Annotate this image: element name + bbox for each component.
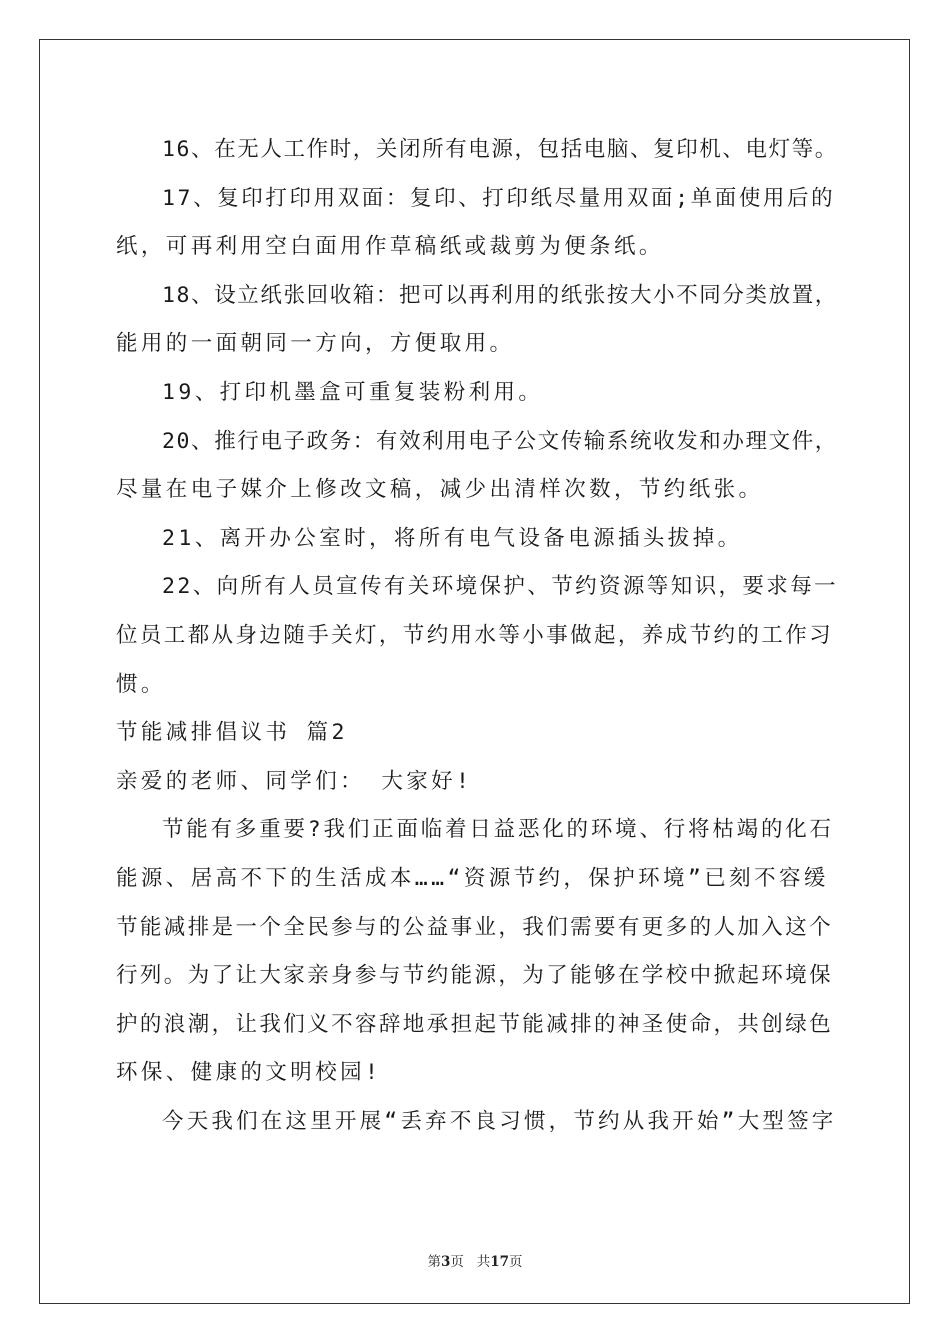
paragraph-line: 环保、健康的文明校园! bbox=[116, 1060, 382, 1086]
paragraph-line: 行列。为了让大家亲身参与节约能源，为了能够在学校中掀起环境保 bbox=[116, 963, 834, 989]
paragraph-line: 22、向所有人员宣传有关环境保护、节约资源等知识，要求每一 bbox=[162, 574, 838, 600]
paragraph-line: 能源、居高不下的生活成本……“资源节约，保护环境”已刻不容缓 bbox=[116, 865, 829, 891]
paragraph-line: 护的浪潮，让我们义不容辞地承担起节能减排的神圣使命，共创绿色 bbox=[116, 1011, 834, 1037]
paragraph-line: 能用的一面朝同一方向，方便取用。 bbox=[116, 331, 515, 357]
paragraph-line: 今天我们在这里开展“丢弃不良习惯，节约从我开始”大型签字 bbox=[162, 1108, 837, 1134]
paragraph-line: 节能减排是一个全民参与的公益事业，我们需要有更多的人加入这个 bbox=[116, 914, 834, 940]
paragraph-line: 16、在无人工作时，关闭所有电源，包括电脑、复印机、电灯等。 bbox=[162, 137, 838, 162]
footer-middle: 页 共 bbox=[450, 1254, 491, 1270]
salutation: 亲爱的老师、同学们： 大家好! bbox=[116, 768, 473, 794]
paragraph-line: 尽量在电子媒介上修改文稿，减少出清样次数，节约纸张。 bbox=[116, 477, 764, 503]
paragraph-line: 18、设立纸张回收箱：把可以再利用的纸张按大小不同分类放置， bbox=[162, 282, 838, 308]
paragraph-line: 纸，可再利用空白面用作草稿纸或裁剪为便条纸。 bbox=[116, 234, 664, 260]
footer-suffix: 页 bbox=[509, 1254, 523, 1270]
section-heading: 节能减排倡议书 篇2 bbox=[116, 720, 348, 746]
paragraph-line: 位员工都从身边随手关灯，节约用水等小事做起，养成节约的工作习 bbox=[116, 622, 834, 648]
page-footer bbox=[0, 1250, 950, 1270]
paragraph-line: 节能有多重要?我们正面临着日益恶化的环境、行将枯竭的化石 bbox=[162, 817, 834, 843]
current-page-number: 3 bbox=[440, 1254, 451, 1270]
paragraph-line: 19、打印机墨盒可重复装粉利用。 bbox=[162, 379, 544, 405]
paragraph-line: 惯。 bbox=[116, 671, 166, 697]
paragraph-line: 17、复印打印用双面：复印、打印纸尽量用双面;单面使用后的 bbox=[162, 185, 836, 211]
paragraph-line: 20、推行电子政务：有效利用电子公文传输系统收发和办理文件， bbox=[162, 428, 838, 454]
footer-prefix: 第 bbox=[427, 1254, 441, 1270]
total-page-count: 17 bbox=[490, 1254, 510, 1270]
paragraph-line: 21、离开办公室时，将所有电气设备电源插头拔掉。 bbox=[162, 525, 743, 551]
document-body bbox=[116, 126, 838, 1146]
